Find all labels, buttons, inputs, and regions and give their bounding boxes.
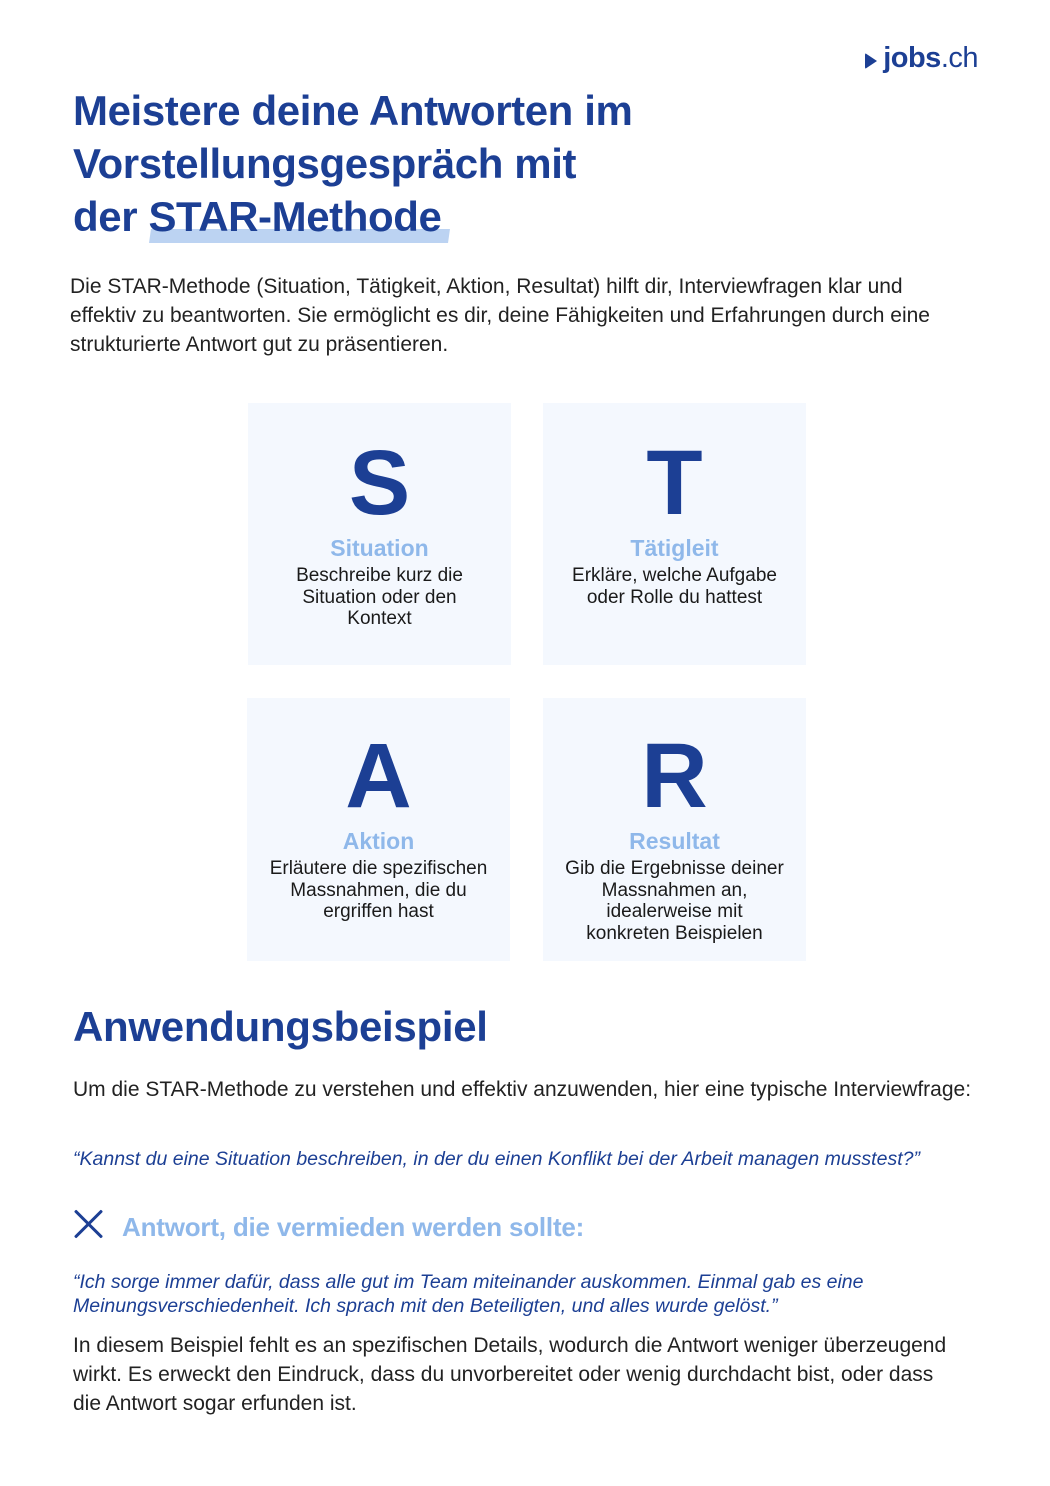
card-heading: Situation <box>330 535 429 561</box>
card-text: Beschreibe kurz die Situation oder den Kontext <box>296 565 463 629</box>
section-title: Anwendungsbeispiel <box>73 1003 488 1050</box>
card-letter: S <box>348 432 411 534</box>
card-heading: Aktion <box>342 828 415 854</box>
card-letter: A <box>345 725 412 827</box>
section-intro: Um die STAR-Methode zu verstehen und effektiv anzuwenden, hier eine typische Interviewfrage: <box>73 1078 972 1101</box>
card-heading: Tätigleit <box>630 535 719 561</box>
page-title <box>73 84 793 243</box>
example-question: “Kannst du eine Situation beschreiben, in der du einen Konflikt bei der Arbeit managen musstest?” <box>73 1148 920 1170</box>
card-letter: T <box>646 432 703 534</box>
bad-answer-quote: “Ich sorge immer dafür, dass alle gut im Team miteinander auskommen. Einmal gab es eine Meinungsverschiedenheit. Ich sprach mit den Beteiligten, und alles wurde gelöst.” <box>73 1271 864 1317</box>
star-card-resultat <box>543 698 806 961</box>
card-letter: R <box>641 725 708 827</box>
jobs-ch-logo[interactable] <box>865 42 978 75</box>
logo-suffix: .ch <box>940 42 978 74</box>
intro-paragraph: Die STAR-Methode (Situation, Tätigkeit, Aktion, Resultat) hilft dir, Interviewfragen klar und effektiv zu beantworten. Sie ermöglicht es dir, deine Fähigkeiten und Erfahrungen durch eine strukturierte Antwort gut zu präsentieren. <box>70 275 930 356</box>
logo-name: jobs <box>883 42 941 74</box>
star-card-situation <box>248 403 511 665</box>
star-card-taetigkeit <box>543 403 806 665</box>
play-arrow-icon <box>865 53 877 69</box>
title-line-1: Meistere deine Antworten im <box>73 87 633 134</box>
explanation-paragraph: In diesem Beispiel fehlt es an spezifischen Details, wodurch die Antwort weniger überzeugend wirkt. Es erweckt den Eindruck, dass du unvorbereitet oder wenig durchdacht bist, oder dass die Antwort sogar erfunden ist. <box>73 1334 947 1415</box>
logo-text <box>883 42 978 75</box>
card-text: Erläutere die spezifischen Massnahmen, die du ergriffen hast <box>269 858 488 922</box>
close-icon <box>73 1207 105 1239</box>
title-highlight: STAR-Methode <box>148 190 441 243</box>
card-heading: Resultat <box>629 828 720 854</box>
title-line-3-prefix: der <box>73 193 149 240</box>
card-text: Erkläre, welche Aufgabe oder Rolle du hattest <box>572 565 777 608</box>
card-text: Gib die Ergebnisse deiner Massnahmen an, idealerweise mit konkreten Beispielen <box>565 858 784 944</box>
avoid-heading: Antwort, die vermieden werden sollte: <box>122 1212 585 1242</box>
star-card-aktion <box>247 698 510 961</box>
avoid-answer-header <box>73 1202 584 1252</box>
title-line-2: Vorstellungsgespräch mit <box>73 140 577 187</box>
